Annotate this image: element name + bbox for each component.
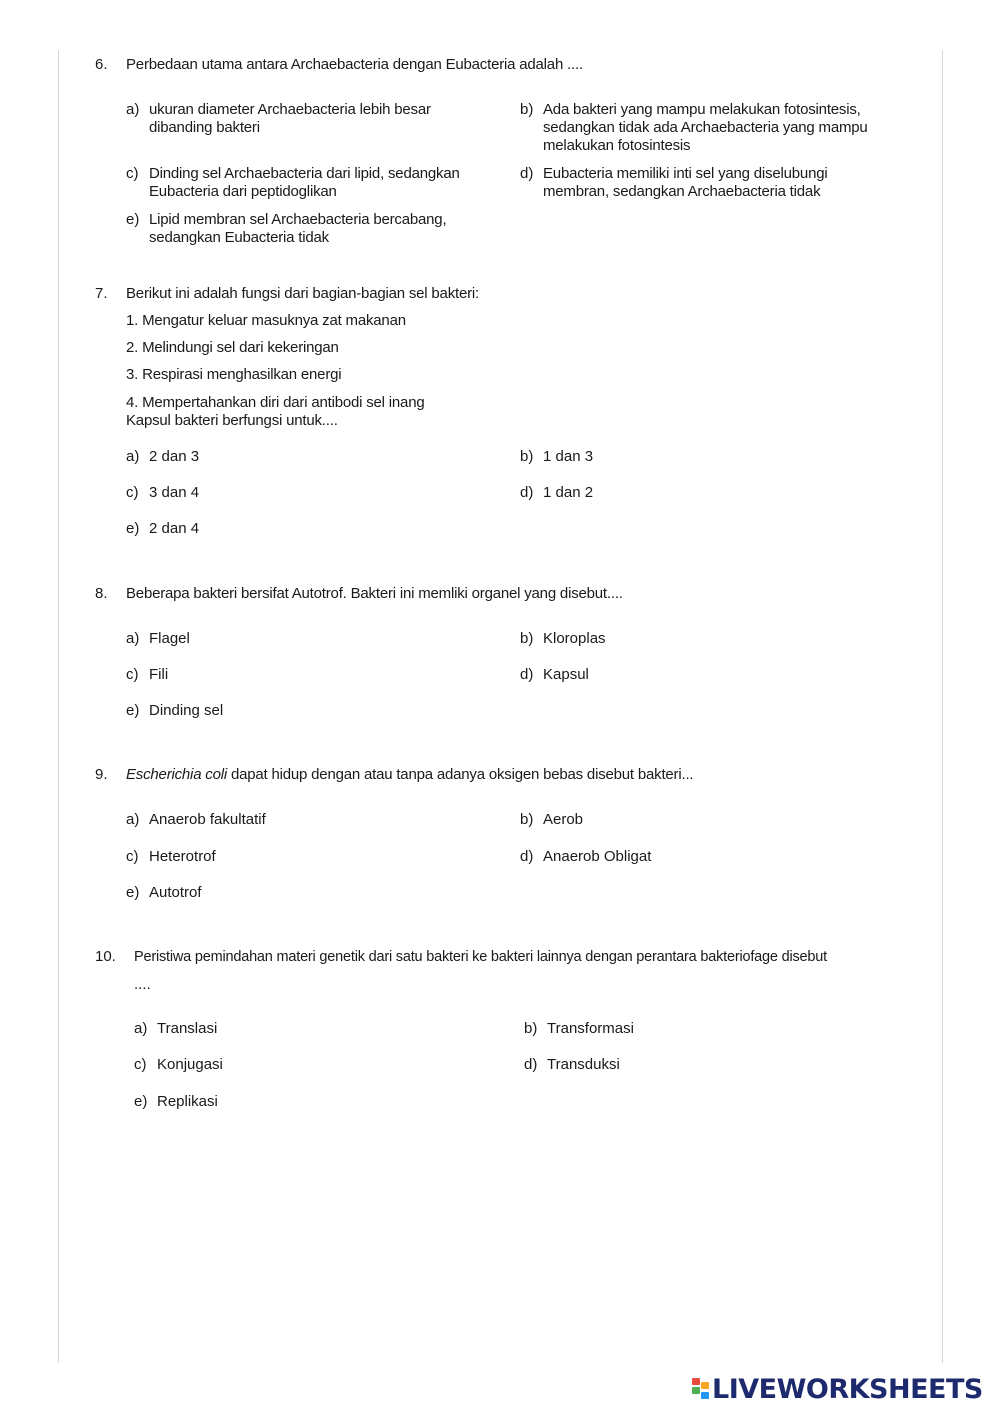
option-text: 1 dan 3 [543,448,594,465]
option-text: Aerob [543,811,584,828]
option-d[interactable] [520,848,820,866]
option-text: Heterotrof [149,848,216,865]
option-text: Dinding sel Archaebacteria dari lipid, sedangkan Eubacteria dari peptidoglikan [149,165,460,200]
option-label: d) [520,484,534,501]
option-text: Lipid membran sel Archaebacteria bercabang, sedangkan Eubacteria tidak [149,211,447,246]
question-text-rest: dapat hidup dengan atau tanpa adanya oksigen bebas disebut bakteri... [227,766,694,783]
option-label: b) [520,101,534,118]
option-label: e) [126,702,140,719]
option-text: 2 dan 4 [149,520,200,537]
option-label: d) [524,1056,538,1073]
option-text: Flagel [149,630,190,647]
option-text: Ada bakteri yang mampu melakukan fotosintesis, sedangkan tidak ada Archaebacteria yang mampu melakukan fotosintesis [543,101,868,154]
option-label: c) [126,848,139,865]
option-text: Transduksi [547,1056,620,1073]
option-label: e) [126,884,140,901]
option-d[interactable] [520,666,820,684]
option-text: Konjugasi [157,1056,223,1073]
option-a[interactable] [126,448,426,466]
option-text: Transformasi [547,1020,634,1037]
option-e[interactable] [126,702,426,720]
option-label: a) [126,811,140,828]
option-label: a) [126,101,140,118]
species-name: Escherichia coli [126,766,228,783]
statement-item: 1. Mengatur keluar masuknya zat makanan [126,312,406,329]
liveworksheets-logo[interactable] [692,1375,992,1405]
question-text: Perbedaan utama antara Archaebacteria dengan Eubacteria adalah .... [126,56,583,73]
question-number: 10. [95,948,116,965]
option-text: Translasi [157,1020,218,1037]
logo-square-red [692,1378,700,1385]
option-label: b) [520,811,534,828]
option-label: d) [520,165,534,182]
logo-square-blue [701,1392,709,1399]
logo-square-orange [701,1382,709,1389]
option-text: Kloroplas [543,630,606,647]
option-b[interactable] [524,1020,824,1038]
option-label: c) [126,165,139,182]
option-label: a) [126,630,140,647]
option-d[interactable] [524,1056,824,1074]
question-number: 9. [95,766,108,783]
logo-text: LIVEWORKSHEETS [712,1374,983,1405]
left-margin-line [58,50,59,1363]
question-text: Peristiwa pemindahan materi genetik dari satu bakteri ke bakteri lainnya dengan perantara bakteriofage disebut [134,949,827,965]
option-label: c) [134,1056,147,1073]
question-text: Berikut ini adalah fungsi dari bagian-bagian sel bakteri: [126,285,479,302]
option-c[interactable] [134,1056,434,1074]
option-text: Kapsul [543,666,589,683]
option-e[interactable] [126,520,426,538]
option-label: b) [520,448,534,465]
option-text: ukuran diameter Archaebacteria lebih besar dibanding bakteri [149,101,431,136]
statement-item: 4. Mempertahankan diri dari antibodi sel inang [126,394,425,411]
option-label: c) [126,666,139,683]
option-label: c) [126,484,139,501]
option-text: Anaerob Obligat [543,848,652,865]
option-c[interactable] [126,666,426,684]
option-b[interactable] [520,448,820,466]
option-e[interactable] [134,1093,434,1111]
option-label: e) [126,211,140,228]
option-c[interactable] [126,848,426,866]
logo-square-green [692,1387,700,1394]
option-label: a) [134,1020,148,1037]
option-text: Fili [149,666,169,683]
option-e[interactable] [126,884,426,902]
question-prompt: Kapsul bakteri berfungsi untuk.... [126,412,338,429]
option-b[interactable] [520,811,820,829]
question-number: 7. [95,285,108,302]
liveworksheets-logo-icon [692,1378,710,1402]
option-label: b) [520,630,534,647]
option-text: Autotrof [149,884,202,901]
option-text: Dinding sel [149,702,224,719]
question-text-continued: .... [134,976,151,993]
option-label: d) [520,848,534,865]
option-text: 1 dan 2 [543,484,594,501]
option-c[interactable] [126,484,426,502]
statement-item: 3. Respirasi menghasilkan energi [126,366,342,383]
option-b[interactable] [520,630,820,648]
question-number: 8. [95,585,108,602]
option-label: d) [520,666,534,683]
right-margin-line [942,50,943,1363]
option-label: b) [524,1020,538,1037]
option-label: e) [134,1093,148,1110]
question-number: 6. [95,56,108,73]
option-label: a) [126,448,140,465]
option-text: Replikasi [157,1093,218,1110]
option-text: 2 dan 3 [149,448,200,465]
option-text: 3 dan 4 [149,484,200,501]
option-text: Anaerob fakultatif [149,811,266,828]
statement-item: 2. Melindungi sel dari kekeringan [126,339,339,356]
option-d[interactable] [520,484,820,502]
option-a[interactable] [126,630,426,648]
option-a[interactable] [134,1020,434,1038]
option-a[interactable] [126,811,426,829]
option-text: Eubacteria memiliki inti sel yang diselubungi membran, sedangkan Archaebacteria tidak [543,165,828,200]
question-text [126,766,693,784]
option-label: e) [126,520,140,537]
question-text: Beberapa bakteri bersifat Autotrof. Bakteri ini memliki organel yang disebut.... [126,585,623,602]
